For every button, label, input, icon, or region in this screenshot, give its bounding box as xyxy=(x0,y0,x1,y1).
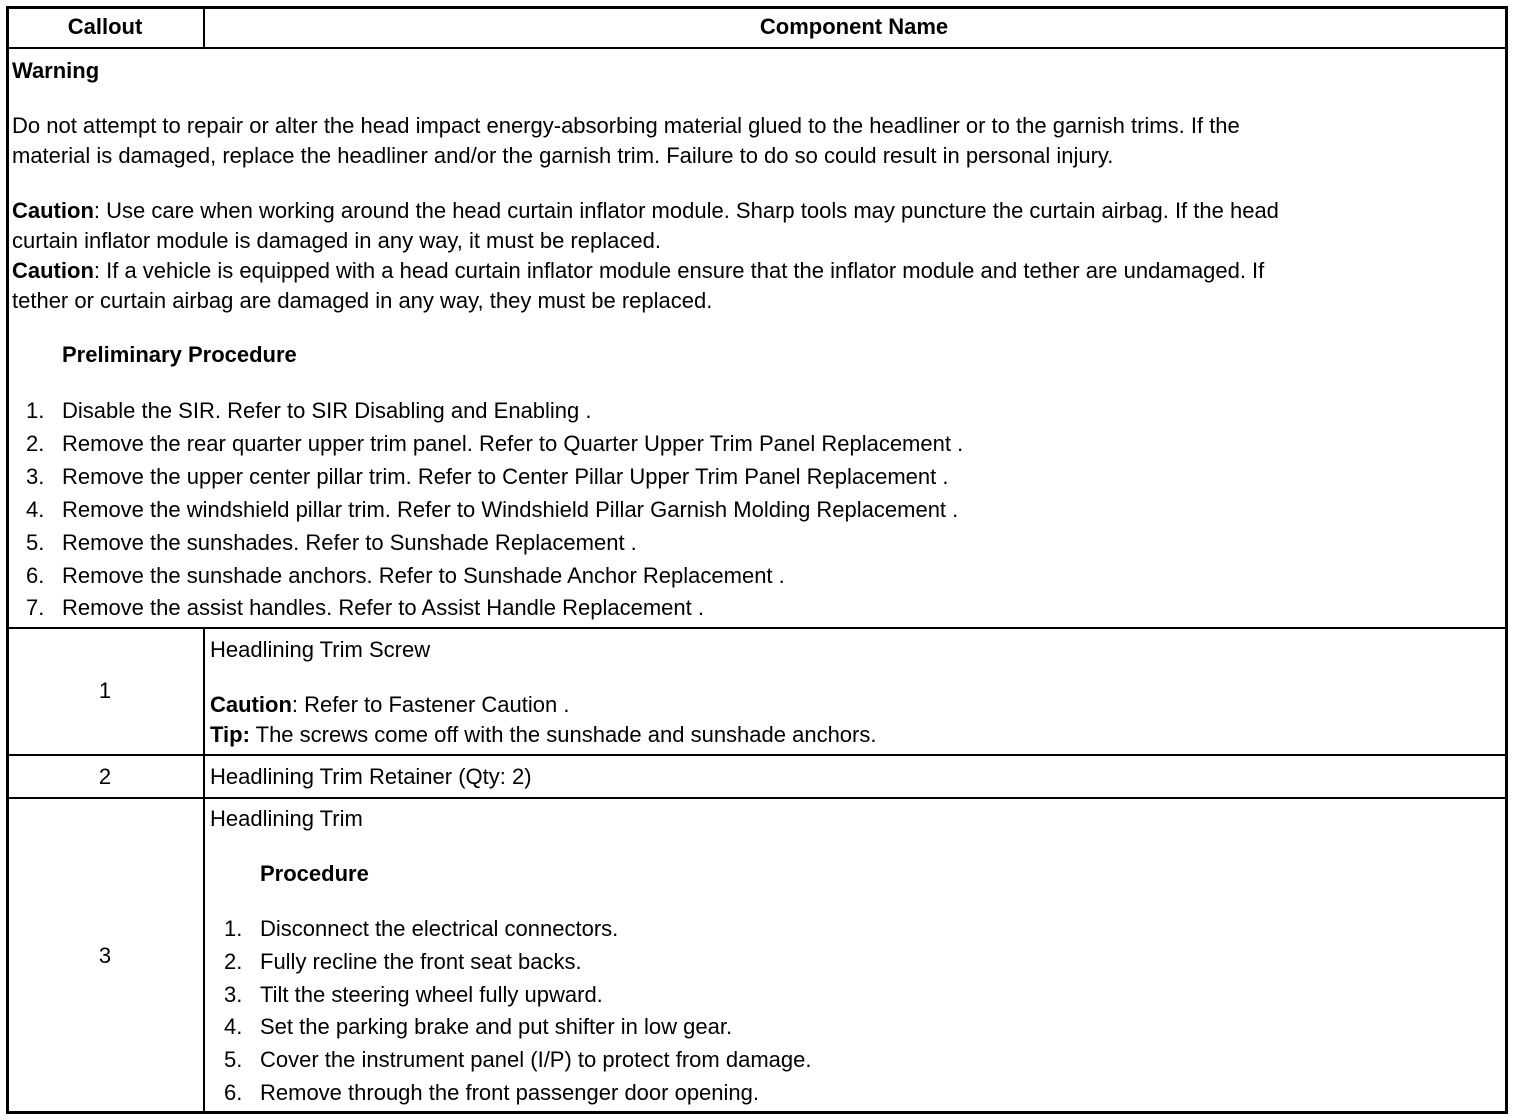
header-component-name: Component Name xyxy=(759,14,949,39)
callout-number: 2 xyxy=(98,764,112,789)
step-text: Cover the instrument panel (I/P) to protect from damage. xyxy=(260,1047,812,1073)
step-text: Disconnect the electrical connectors. xyxy=(260,916,619,941)
header-callout: Callout xyxy=(67,14,143,39)
component-name: Headlining Trim Retainer (Qty: 2) xyxy=(210,764,532,789)
step-text: Remove the sunshades. Refer to Sunshade Replacement . xyxy=(62,529,637,555)
step-text: Set the parking brake and put shifter in low gear. xyxy=(260,1014,733,1040)
step-number: 6. xyxy=(26,562,45,588)
caution-text: curtain inflator module is damaged in any way, it must be replaced. xyxy=(12,228,661,253)
procedure-title: Procedure xyxy=(260,861,369,886)
step-number: 5. xyxy=(224,1047,243,1073)
row-divider xyxy=(9,797,1505,799)
step-text: Remove the upper center pillar trim. Refer to Center Pillar Upper Trim Panel Replacement . xyxy=(62,463,949,489)
step-text: Remove the rear quarter upper trim panel. Refer to Quarter Upper Trim Panel Replacement . xyxy=(62,430,964,456)
warning-title: Warning xyxy=(12,58,100,83)
procedure-title: Preliminary Procedure xyxy=(62,342,297,367)
step-number: 6. xyxy=(224,1080,243,1105)
step-number: 4. xyxy=(26,496,45,522)
step-text: Fully recline the front seat backs. xyxy=(260,948,582,974)
step-text: Remove the assist handles. Refer to Assist Handle Replacement . xyxy=(62,595,704,621)
caution-text: Caution: Refer to Fastener Caution . xyxy=(210,692,570,717)
component-name: Headlining Trim Screw xyxy=(210,637,431,662)
step-number: 5. xyxy=(26,529,45,555)
callout-number: 1 xyxy=(98,678,112,703)
step-text: Remove the sunshade anchors. Refer to Sunshade Anchor Replacement . xyxy=(62,562,785,588)
row-divider xyxy=(9,754,1505,756)
step-number: 1. xyxy=(26,398,45,423)
step-text: Disable the SIR. Refer to SIR Disabling and Enabling . xyxy=(62,398,592,423)
step-number: 7. xyxy=(26,595,45,621)
step-number: 2. xyxy=(26,430,45,456)
step-number: 1. xyxy=(224,916,243,941)
step-number: 4. xyxy=(224,1014,243,1040)
step-text: Remove through the front passenger door opening. xyxy=(260,1080,759,1105)
callout-number: 3 xyxy=(98,943,112,968)
warning-text: material is damaged, replace the headliner and/or the garnish trim. Failure to do so could result in personal injury. xyxy=(12,143,1114,168)
caution-text: Caution: If a vehicle is equipped with a head curtain inflator module ensure that the inflator module and tether are undamaged. If xyxy=(12,258,1265,283)
step-number: 2. xyxy=(224,948,243,974)
component-name: Headlining Trim xyxy=(210,806,363,831)
tip-text: Tip: The screws come off with the sunshade and sunshade anchors. xyxy=(210,722,877,747)
step-text: Remove the windshield pillar trim. Refer to Windshield Pillar Garnish Molding Replacement . xyxy=(62,496,959,522)
caution-text: tether or curtain airbag are damaged in any way, they must be replaced. xyxy=(12,288,713,313)
warning-text: Do not attempt to repair or alter the head impact energy-absorbing material glued to the headliner or to the garnish trims. If the xyxy=(12,113,1240,138)
step-text: Tilt the steering wheel fully upward. xyxy=(260,981,603,1007)
row-divider xyxy=(9,47,1505,49)
caution-text: Caution: Use care when working around the head curtain inflator module. Sharp tools may puncture the curtain airbag. If the head xyxy=(12,198,1279,223)
step-number: 3. xyxy=(26,463,45,489)
step-number: 3. xyxy=(224,981,243,1007)
row-divider xyxy=(9,627,1505,629)
